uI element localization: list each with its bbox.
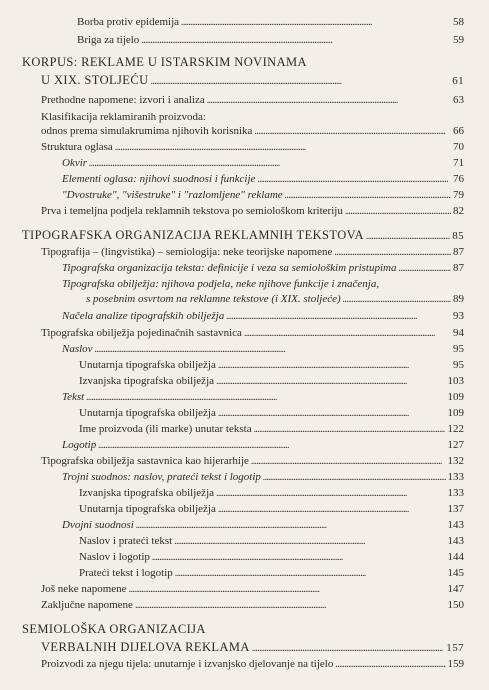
toc-entry-page: 95 [453, 359, 464, 371]
toc-entry [79, 423, 464, 436]
dot-leader [115, 141, 451, 154]
dot-leader [95, 343, 451, 356]
toc-entry-page: 63 [453, 94, 464, 106]
toc-entry [62, 293, 464, 306]
dot-leader [175, 567, 446, 580]
dot-leader [181, 16, 451, 29]
toc-entry-title: Borba protiv epidemija [77, 16, 180, 28]
toc-entry-title: Logotip [62, 439, 97, 451]
toc-entry-title: Prva i temeljna podjela reklamnih tekstova po semiološkom kriteriju [41, 205, 343, 217]
section-heading-entry [41, 641, 464, 655]
section-heading: KORPUS: REKLAME U ISTARSKIM NOVINAMA [22, 55, 307, 69]
toc-entry [41, 94, 464, 107]
toc-entry-page: 71 [453, 157, 464, 169]
toc-entry [41, 205, 464, 218]
toc-entry [41, 327, 464, 340]
toc-entry [77, 16, 464, 29]
toc-entry [62, 189, 464, 202]
toc-entry-title: TIPOGRAFSKA ORGANIZACIJA REKLAMNIH TEKSTOVA [22, 228, 364, 242]
dot-leader [252, 642, 445, 655]
dot-leader [86, 391, 445, 404]
toc-entry-title: Tipografija – (lingvistika) – semiologija: neke teorijske napomene [41, 246, 333, 258]
toc-entry-title: Elementi oglasa: njihovi suodnosi i funkcije [62, 173, 256, 185]
toc-entry-title: Izvanjska tipografska obilježja [79, 487, 215, 499]
toc-entry [41, 125, 464, 138]
toc-entry-page: 82 [453, 205, 464, 217]
dot-leader [334, 246, 451, 259]
toc-entry-page: 157 [446, 642, 464, 654]
toc-entry-title: odnos prema simulakrumima njihovih korisnika [41, 125, 253, 137]
toc-entry-title: Načela analize tipografskih obilježja [62, 310, 225, 322]
section-heading: SEMIOLOŠKA ORGANIZACIJA [22, 622, 206, 636]
dot-leader [263, 471, 446, 484]
toc-entry-page: 143 [447, 535, 464, 547]
toc-entry-page: 133 [447, 487, 464, 499]
toc-entry-title: s posebnim osvrtom na reklamne tekstove (i XIX. stoljeće) [86, 293, 341, 305]
toc-entry [41, 141, 464, 154]
toc-entry-page: 87 [453, 262, 464, 274]
toc-entry [62, 157, 464, 170]
toc-entry [62, 173, 464, 186]
dot-leader [335, 658, 445, 671]
toc-entry-page: 147 [447, 583, 464, 595]
toc-entry-title: U XIX. STOLJEĆU [41, 73, 149, 87]
dot-leader [216, 487, 445, 500]
toc-entry-title: Unutarnja tipografska obilježja [79, 407, 216, 419]
toc-entry-title: Struktura oglasa [41, 141, 113, 153]
toc-entry-page: 70 [453, 141, 464, 153]
dot-leader [207, 94, 451, 107]
toc-entry-title: Naslov [62, 343, 93, 355]
toc-entry [62, 262, 464, 275]
toc-entry-page: 109 [447, 391, 464, 403]
toc-entry-title: Dvojni suodnosi [62, 519, 134, 531]
toc-entry [41, 583, 464, 596]
toc-entry-page: 76 [453, 173, 464, 185]
toc-entry-title: Zaključne napomene [41, 599, 133, 611]
toc-entry [41, 658, 464, 671]
dot-leader [218, 359, 451, 372]
toc-entry-page: 93 [453, 310, 464, 322]
toc-entry-title: Prethodne napomene: izvori i analiza [41, 94, 205, 106]
dot-leader [152, 551, 446, 564]
toc-entry-page: 109 [447, 407, 464, 419]
dot-leader [174, 535, 445, 548]
dot-leader [254, 423, 446, 436]
toc-entry-page: 144 [447, 551, 464, 563]
toc-entry [62, 343, 464, 356]
section-heading-entry [41, 74, 464, 88]
toc-entry [77, 34, 464, 47]
toc-entry-title: Unutarnja tipografska obilježja [79, 359, 216, 371]
dot-leader [151, 75, 451, 88]
toc-entry-title: Unutarnja tipografska obilježja [79, 503, 216, 515]
dot-leader [129, 583, 446, 596]
toc-entry-page: 95 [453, 343, 464, 355]
toc-entry-page: 61 [452, 75, 464, 87]
toc-entry [62, 310, 464, 323]
toc-entry [41, 246, 464, 259]
dot-leader [216, 375, 445, 388]
toc-entry [79, 487, 464, 500]
dot-leader [226, 310, 451, 323]
toc-entry [79, 503, 464, 516]
toc-entry [41, 599, 464, 612]
toc-entry-page: 79 [453, 189, 464, 201]
toc-entry [62, 471, 464, 484]
dot-leader [98, 439, 445, 452]
toc-entry-title: Tipografska organizacija teksta: definicije i veza sa semiološkim pristupima [62, 262, 397, 274]
toc-entry-title: Briga za tijelo [77, 34, 140, 46]
toc-entry [79, 359, 464, 372]
toc-entry [62, 519, 464, 532]
toc-entry-page: 145 [447, 567, 464, 579]
dot-leader [398, 262, 451, 275]
toc-entry-page: 85 [452, 230, 464, 242]
dot-leader [343, 293, 451, 306]
dot-leader [244, 327, 451, 340]
toc-entry-title: Ime proizvoda (ili marke) unutar teksta [79, 423, 252, 435]
dot-leader [345, 205, 451, 218]
toc-entry [62, 391, 464, 404]
dot-leader [141, 34, 451, 47]
toc-entry-page: 127 [447, 439, 464, 451]
toc-entry-page: 59 [453, 34, 464, 46]
dot-leader [135, 599, 446, 612]
toc-entry-title: Tekst [62, 391, 85, 403]
toc-entry-page: 103 [447, 375, 464, 387]
dot-leader [251, 455, 446, 468]
toc-entry-title: Proizvodi za njegu tijela: unutarnje i izvanjsko djelovanje na tijelo [41, 658, 334, 670]
toc-entry-title: Naslov i logotip [79, 551, 150, 563]
dot-leader [218, 407, 446, 420]
toc-entry [79, 535, 464, 548]
toc-entry-title: "Dvostruke", "višestruke" i "razlomljene" reklame [62, 189, 283, 201]
toc-entry [79, 551, 464, 564]
toc-entry [41, 455, 464, 468]
toc-entry [79, 407, 464, 420]
toc-entry-title: Tipografska obilježja sastavnica kao hijerarhije [41, 455, 249, 467]
toc-entry-title: Još neke napomene [41, 583, 127, 595]
toc-entry-page: 159 [447, 658, 464, 670]
toc-entry-page: 94 [453, 327, 464, 339]
toc-entry [79, 567, 464, 580]
toc-entry-page: 137 [447, 503, 464, 515]
toc-entry [79, 375, 464, 388]
dot-leader [254, 125, 451, 138]
toc-entry-page: 133 [447, 471, 464, 483]
toc-entry-page: 122 [447, 423, 464, 435]
toc-entry-page: 132 [447, 455, 464, 467]
toc-entry-title: Klasifikacija reklamiranih proizvoda: [41, 111, 206, 123]
toc-entry-page: 150 [447, 599, 464, 611]
dot-leader [366, 230, 450, 243]
toc-entry-page: 66 [453, 125, 464, 137]
toc-entry-page: 87 [453, 246, 464, 258]
toc-entry-page: 58 [453, 16, 464, 28]
toc-entry-title: Tipografska obilježja: njihova podjela, neke njihove funkcije i značenja, [62, 278, 380, 290]
toc-entry [62, 439, 464, 452]
dot-leader [89, 157, 451, 170]
dot-leader [285, 189, 451, 202]
toc-entry-page: 143 [447, 519, 464, 531]
dot-leader [218, 503, 446, 516]
toc-entry-title: Izvanjska tipografska obilježja [79, 375, 215, 387]
toc-entry-title: Okvir [62, 157, 88, 169]
section-heading-entry [22, 229, 464, 243]
toc-entry-title: Trojni suodnos: naslov, prateći tekst i logotip [62, 471, 261, 483]
toc-entry-title: Naslov i prateći tekst [79, 535, 173, 547]
toc-entry-title: Prateći tekst i logotip [79, 567, 173, 579]
toc-entry-title: Tipografska obilježja pojedinačnih sastavnica [41, 327, 242, 339]
dot-leader [136, 519, 446, 532]
toc-entry-title: VERBALNIH DIJELOVA REKLAMA [41, 640, 250, 654]
dot-leader [257, 173, 451, 186]
toc-entry-page: 89 [453, 293, 464, 305]
